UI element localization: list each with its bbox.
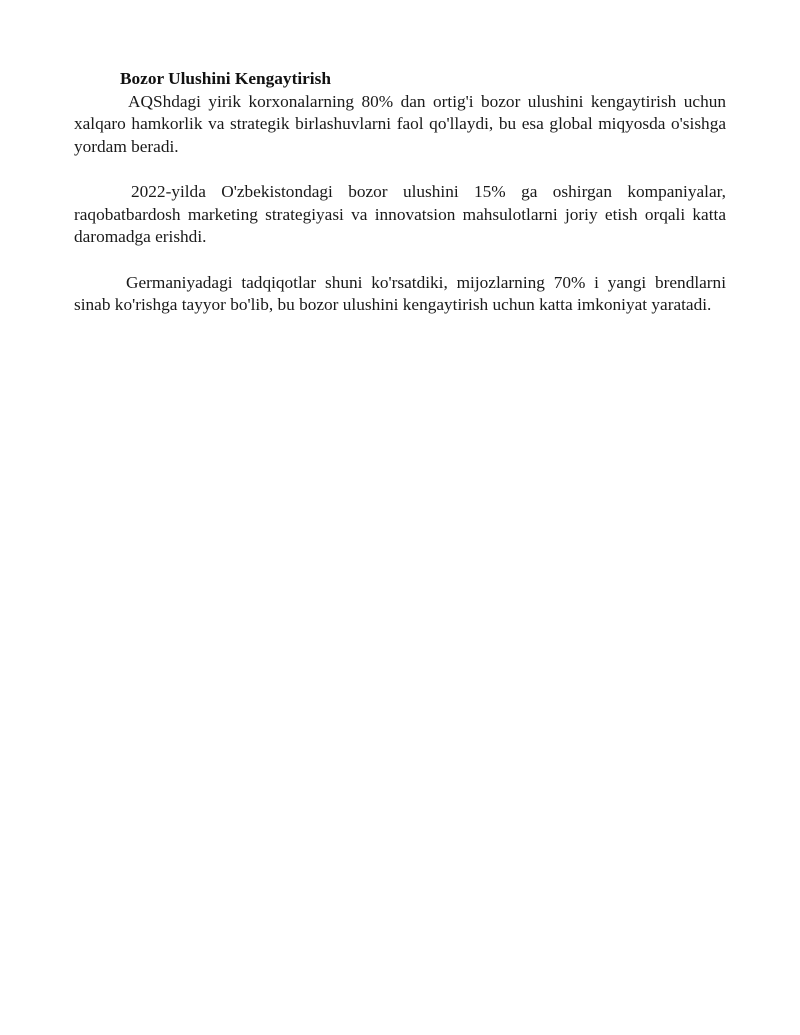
document-title: Bozor Ulushini Kengaytirish [120, 69, 331, 88]
document-body [74, 68, 726, 340]
paragraph-1: AQShdagi yirik korxonalarning 80% dan ortig'i bozor ulushini kengaytirish uchun xalqaro hamkorlik va strategik birlashuvlarni faol qo'llaydi, bu esa global miqyosda o'sishga yordam beradi. [74, 91, 726, 156]
paragraph-3: Germaniyadagi tadqiqotlar shuni ko'rsatdiki, mijozlarning 70% i yangi brendlarni sinab ko'rishga tayyor bo'lib, bu bozor ulushini kengaytirish uchun katta imkoniyat yaratadi. [74, 272, 726, 314]
paragraph-2: 2022-yilda O'zbekistondagi bozor ulushini 15% ga oshirgan kompaniyalar, raqobatbardosh marketing strategiyasi va innovatsion mahsulotlarni joriy etish orqali katta daromadga erishdi. [74, 182, 726, 246]
